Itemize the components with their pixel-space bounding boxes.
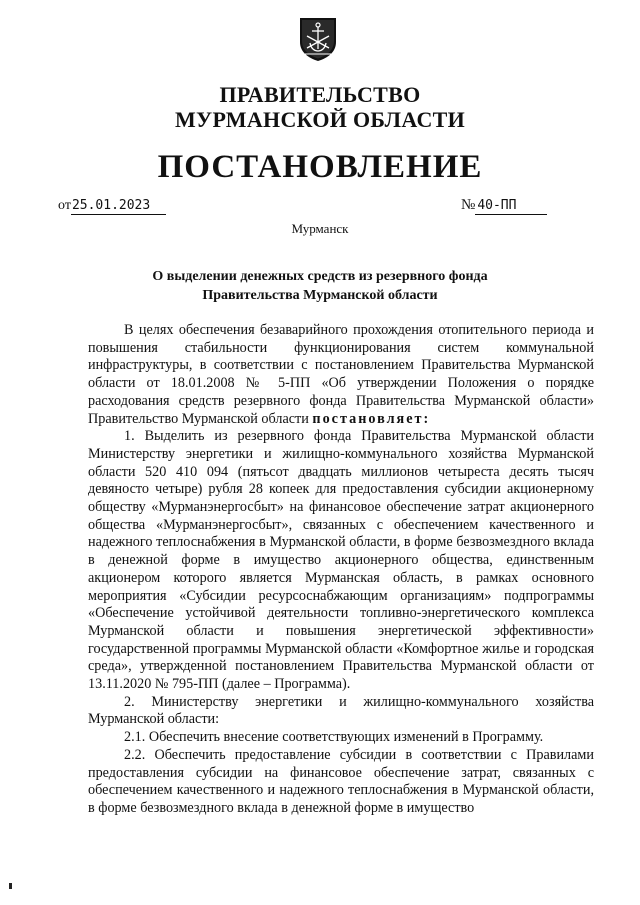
document-title bbox=[0, 267, 640, 305]
city: Мурманск bbox=[291, 221, 349, 236]
resolves-word: постановляет: bbox=[312, 410, 431, 427]
document-type: ПОСТАНОВЛЕНИЕ bbox=[157, 149, 483, 185]
scan-mark bbox=[9, 883, 12, 889]
date-field bbox=[58, 197, 166, 215]
date-prefix: от bbox=[58, 198, 71, 213]
document-body bbox=[88, 322, 594, 818]
item-2-1: 2.1. Обеспечить внесение соответствующих изменений в Программу. bbox=[124, 729, 544, 746]
date-value: 25.01.2023 bbox=[71, 198, 166, 215]
number-prefix: № bbox=[461, 197, 476, 213]
number-field bbox=[461, 197, 547, 215]
item-2-2: 2.2. Обеспечить предоставление субсидии в соответствии с Правилами предоставления субсидии на финансовое обеспечение затрат, связанных с обеспечением качественного и надежного теплоснабжения в Мурманской области, в форме безвозмездного вклада в денежной форме в имущество bbox=[88, 746, 594, 816]
item-1: 1. Выделить из резервного фонда Правительства Мурманской области Министерству энергетики и жилищно-коммунального хозяйства Мурманской области 520 410 094 (пятьсот двадцать миллионов четыреста десять тысяч девяносто четыре) рубля 28 копеек для предоставления субсидии акционерному обществу «Мурманэнергосбыт» на финансовое обеспечение затрат акционерного общества «Мурманэнергосбыт», связанных с обеспечением качественного и надежного теплоснабжения в Мурманской области, в форме безвозмездного вклада в денежной форме в имущество акционерного общества, единственным акционером которого является Мурманская область, в рамках основного мероприятия «Субсидии ресурсоснабжающим организациям» подпрограммы «Обеспечение устойчивой деятельности топливно-энергетического комплекса Мурманской области и повышения энергетической эффективности» государственной программы Мурманской области «Комфортное жилье и городская среда», утвержденной постановлением Правительства Мурманской области от 13.11.2020 № 795-ПП (далее – Программа). bbox=[88, 428, 594, 693]
item-2: 2. Министерству энергетики и жилищно-коммунального хозяйства Мурманской области: bbox=[88, 693, 594, 728]
intro-paragraph bbox=[88, 322, 594, 428]
org-name-line1: ПРАВИТЕЛЬСТВО bbox=[219, 82, 421, 107]
number-value: 40-ПП bbox=[475, 198, 547, 215]
murmansk-coat-of-arms-icon bbox=[294, 14, 342, 62]
intro-text: В целях обеспечения безаварийного прохождения отопительного периода и повышения стабильности функционирования систем коммунальной инфраструктуры, в соответствии с постановлением Правительства Мурманской области от 18.01.2008 № 5-ПП «Об утверждении Положения о порядке расходования средств резервного фонда Правительства Мурманской области» Правительство Мурманской области bbox=[88, 322, 594, 427]
org-name-line2: МУРМАНСКОЙ ОБЛАСТИ bbox=[174, 107, 466, 132]
title-line1: О выделении денежных средств из резервного фонда bbox=[152, 269, 488, 284]
title-line2: Правительства Мурманской области bbox=[202, 288, 438, 303]
